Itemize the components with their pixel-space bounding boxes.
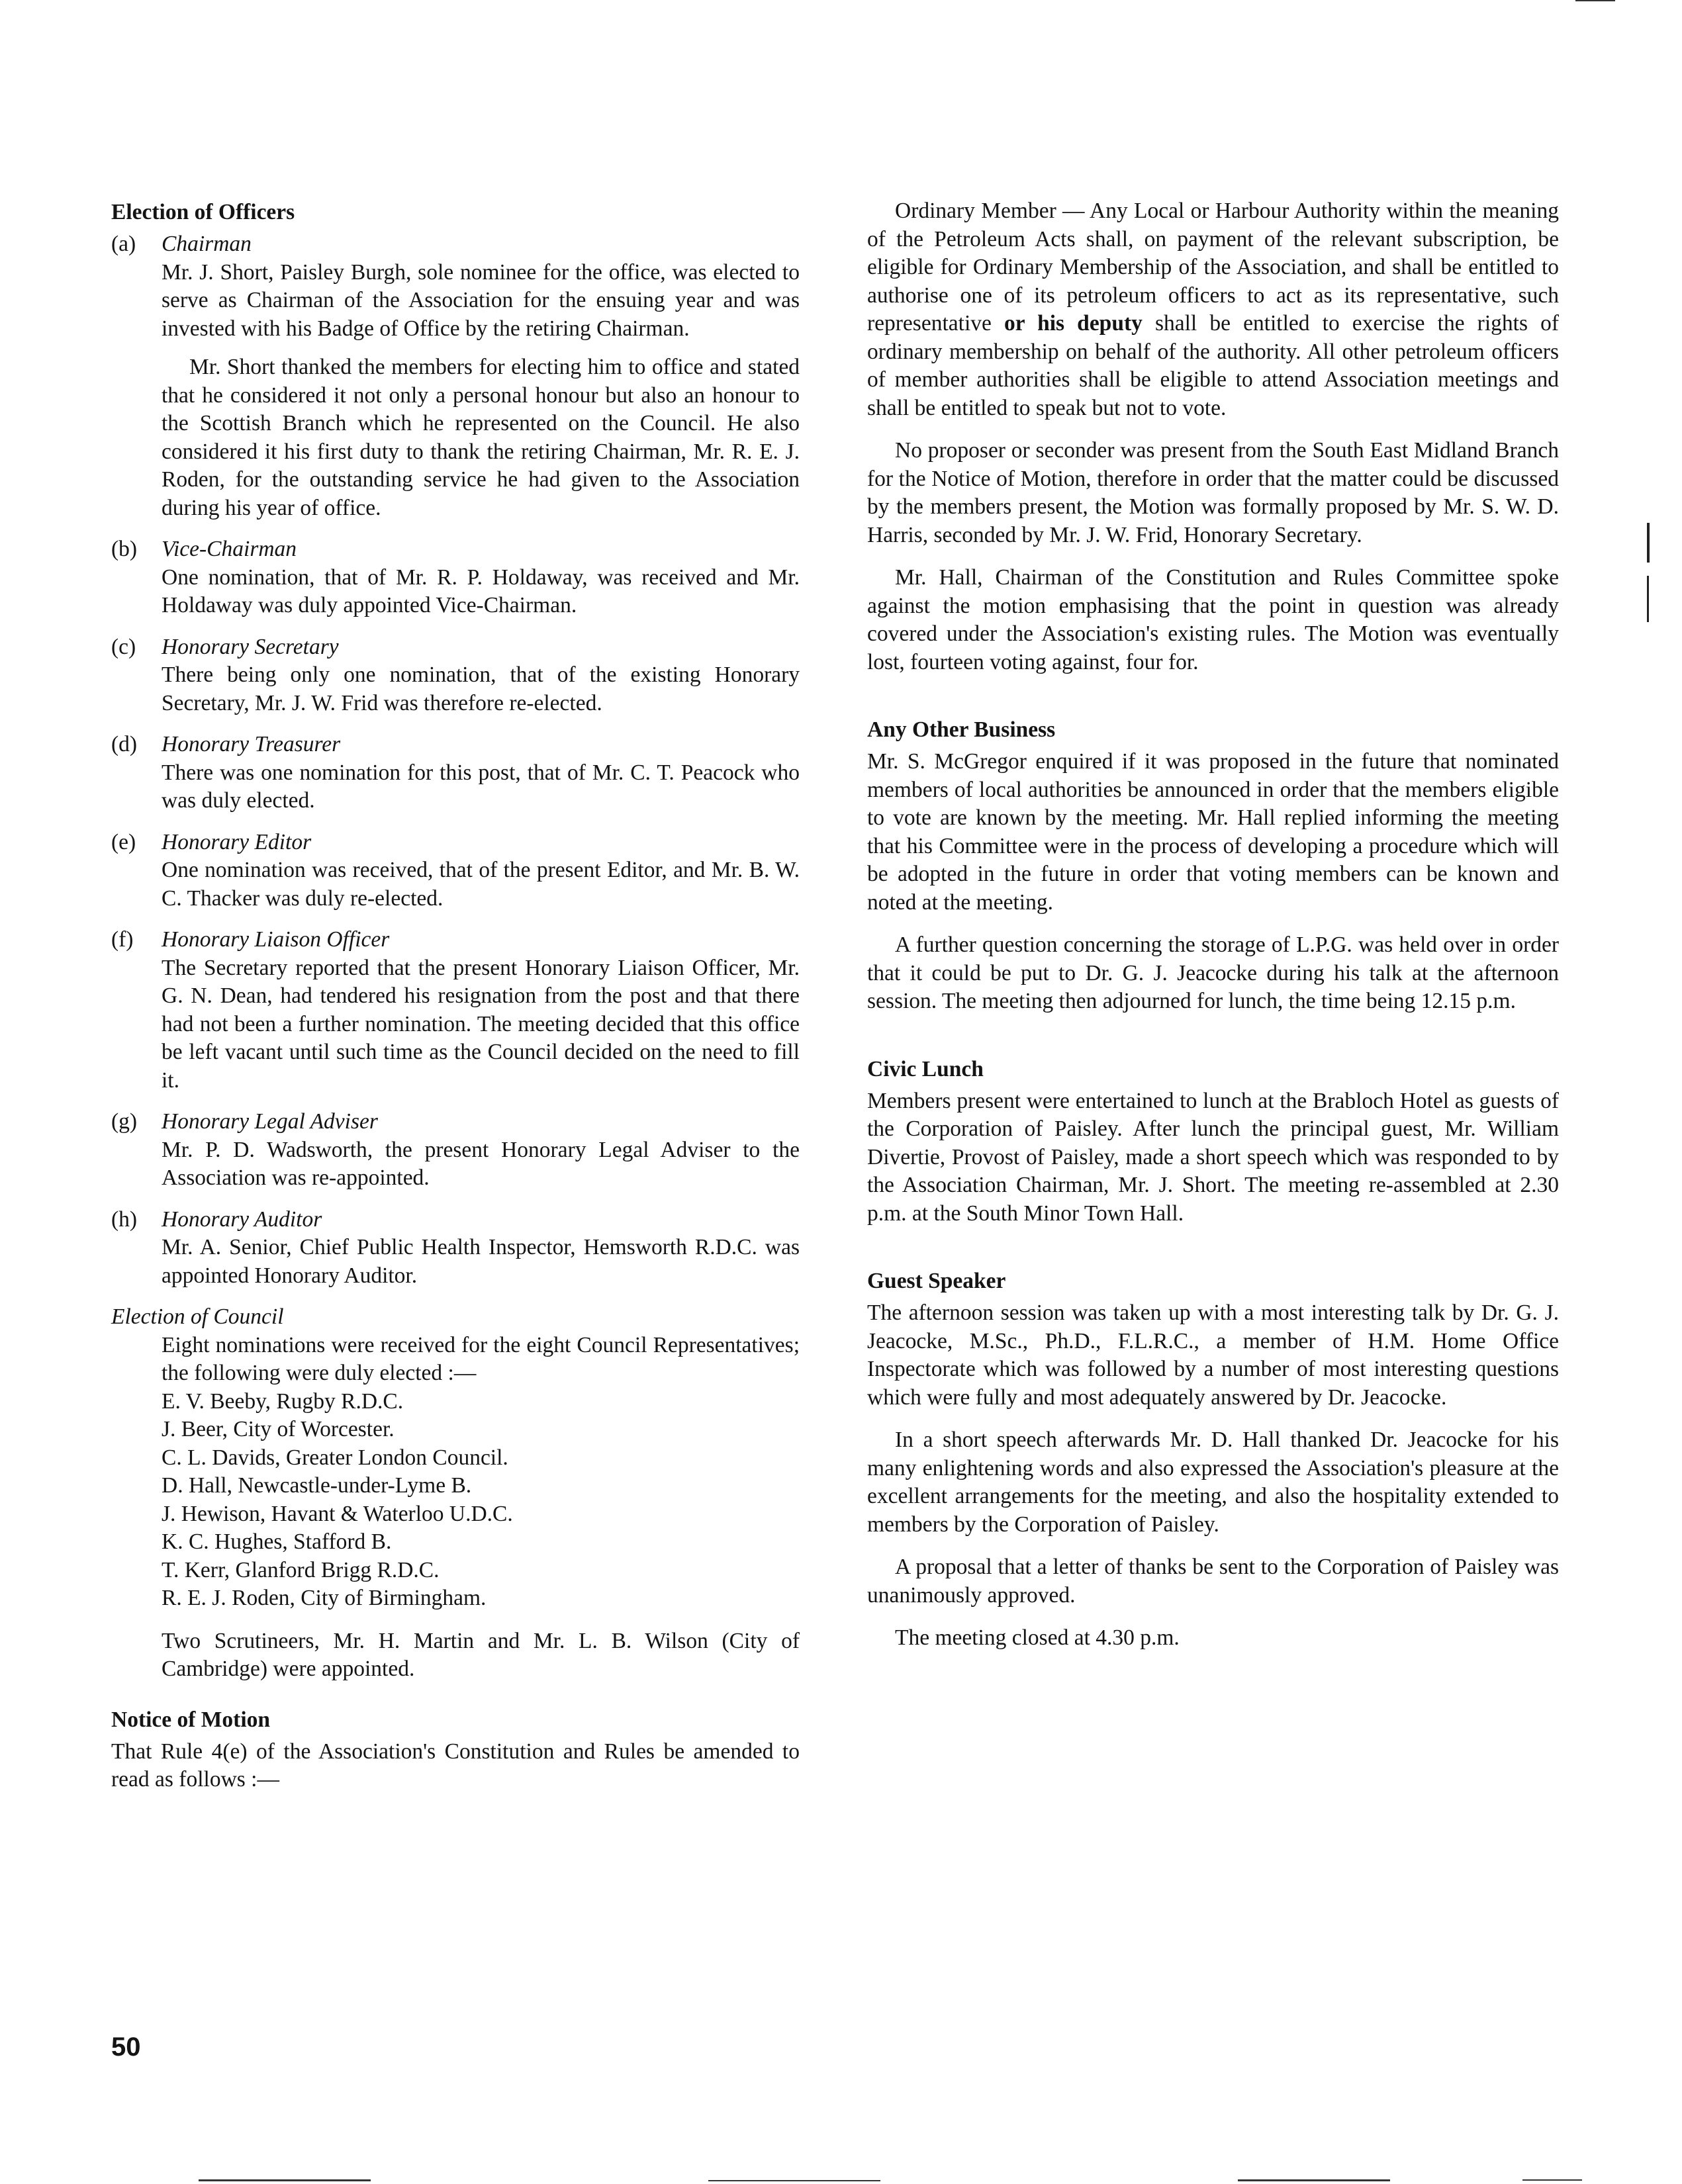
officer-item-auditor [111, 1206, 800, 1291]
item-paragraph: Mr. A. Senior, Chief Public Health Inspector, Hemsworth R.D.C. was appointed Honorary Auditor. [162, 1235, 800, 1288]
item-letter: (c) [111, 634, 136, 659]
item-letter: (e) [111, 829, 136, 854]
notice-of-motion-heading: Notice of Motion [111, 1707, 271, 1732]
item-paragraph: There being only one nomination, that of the existing Honorary Secretary, Mr. J. W. Frid was therefore re-elected. [162, 662, 800, 715]
list-item: D. Hall, Newcastle-under-Lyme B. [162, 1473, 472, 1498]
scan-mark-bottom [1522, 2179, 1582, 2181]
item-paragraph: Mr. J. Short, Paisley Burgh, sole nominee for the office, was elected to serve as Chairman of the Association for the ensuing year and was invested with his Badge of Office by the retiring Chairman. [162, 259, 800, 341]
scan-mark-bottom [1238, 2179, 1390, 2181]
scan-mark-right [1647, 523, 1650, 563]
right-column [867, 197, 1559, 1653]
notice-of-motion-text: That Rule 4(e) of the Association's Constitution and Rules be amended to read as follows :— [111, 1739, 800, 1792]
scan-mark-bottom [199, 2179, 371, 2181]
item-title: Chairman [162, 232, 252, 256]
officer-item-editor [111, 829, 800, 913]
item-title: Honorary Treasurer [162, 732, 341, 756]
item-letter: (f) [111, 927, 134, 952]
guest-paragraph: A proposal that a letter of thanks be sent to the Corporation of Paisley was unanimously approved. [867, 1555, 1559, 1608]
council-members-list [162, 1388, 800, 1613]
election-of-officers-heading: Election of Officers [111, 200, 295, 224]
item-title: Honorary Legal Adviser [162, 1109, 378, 1134]
item-letter: (h) [111, 1206, 138, 1232]
aob-paragraph: Mr. S. McGregor enquired if it was proposed in the future that nominated members of local authorities be announced in order that the members eligible to vote are known by the meeting. Mr. Hall replied informing the meeting that his Committee were in the process of developing a procedure which will be adopted in the future in order that voting members can be known and noted at the meeting. [867, 749, 1559, 915]
civic-lunch-text: Members present were entertained to lunch at the Brabloch Hotel as guests of the Corporation of Paisley. After lunch the principal guest, Mr. William Divertie, Provost of Paisley, made a short speech which was responded to by the Association Chairman, Mr. J. Short. The meeting re-assembled at 2.30 p.m. at the South Minor Town Hall. [867, 1088, 1559, 1226]
officer-item-chairman [111, 230, 800, 522]
item-title: Honorary Secretary [162, 634, 339, 659]
officer-item-secretary [111, 633, 800, 718]
guest-paragraph: The meeting closed at 4.30 p.m. [895, 1625, 1180, 1650]
item-paragraph: The Secretary reported that the present Honorary Liaison Officer, Mr. G. N. Dean, had tendered his resignation from the post and that there had not been a further nomination. The meeting decided that this office be left vacant until such time as the Council decided on the need to fill it. [162, 955, 800, 1093]
ordinary-member-text-b: shall be entitled to exercise the rights of ordinary membership on behalf of the authority. All other petroleum officers of member authorities shall be eligible to attend Association meetings and shall be entitled to speak but not to vote. [867, 311, 1559, 420]
list-item: R. E. J. Roden, City of Birmingham. [162, 1586, 487, 1610]
item-paragraph: One nomination was received, that of the present Editor, and Mr. B. W. C. Thacker was duly re-elected. [162, 858, 800, 911]
guest-paragraph: The afternoon session was taken up with a most interesting talk by Dr. G. J. Jeacocke, M.Sc., Ph.D., F.L.R.C., a member of H.M. Home Office Inspectorate which was followed by a number of most interesting questions which were fully and most adequately answered by Dr. Jeacocke. [867, 1300, 1559, 1410]
officer-item-treasurer [111, 731, 800, 815]
civic-lunch-heading: Civic Lunch [867, 1056, 984, 1081]
item-title: Vice-Chairman [162, 537, 297, 561]
list-item: J. Beer, City of Worcester. [162, 1417, 395, 1441]
guest-paragraph: In a short speech afterwards Mr. D. Hall thanked Dr. Jeacocke for his many enlightening words and also expressed the Association's pleasure at the excellent arrangements for the meeting, and also the hospitality extended to members by the Corporation of Paisley. [867, 1428, 1559, 1537]
list-item: T. Kerr, Glanford Brigg R.D.C. [162, 1557, 440, 1582]
ordinary-member-text-a: Ordinary Member — Any Local or Harbour Authority within the meaning of the Petroleum Acts shall, on payment of the relevant subscription, be eligible for Ordinary Membership of the Association, and shall be entitled to authorise one of its petroleum officers to act as its representative, such representative [867, 199, 1559, 336]
list-item: K. C. Hughes, Stafford B. [162, 1529, 392, 1554]
scan-mark-top [1575, 0, 1615, 1]
item-title: Honorary Auditor [162, 1206, 322, 1232]
motion-paragraph: No proposer or seconder was present from the South East Midland Branch for the Notice of Motion, therefore in order that the matter could be discussed by the members present, the Motion was formally proposed by Mr. S. W. D. Harris, seconded by Mr. J. W. Frid, Honorary Secretary. [867, 438, 1559, 547]
council-title: Election of Council [111, 1304, 284, 1329]
ordinary-member-bold: or his deputy [1004, 311, 1143, 336]
scan-mark-right [1647, 576, 1649, 622]
council-intro: Eight nominations were received for the eight Council Representatives; the following were duly elected :— [162, 1332, 800, 1385]
guest-speaker-heading: Guest Speaker [867, 1269, 1006, 1293]
item-letter: (b) [111, 537, 138, 561]
item-letter: (a) [111, 232, 136, 256]
any-other-business-heading: Any Other Business [867, 717, 1056, 742]
list-item: J. Hewison, Havant & Waterloo U.D.C. [162, 1501, 513, 1526]
item-letter: (d) [111, 732, 138, 756]
officer-item-liaison [111, 926, 800, 1095]
left-column [111, 199, 800, 1794]
aob-paragraph: A further question concerning the storage of L.P.G. was held over in order that it could be put to Dr. G. J. Jeacocke during his talk at the afternoon session. The meeting then adjourned for lunch, the time being 12.15 p.m. [867, 933, 1559, 1013]
page-number: 50 [111, 2032, 141, 2062]
list-item: E. V. Beeby, Rugby R.D.C. [162, 1388, 404, 1414]
item-paragraph: Mr. Short thanked the members for electing him to office and stated that he considered it not only a personal honour but also an honour to the Scottish Branch which he represented on the Council. He also considered it his first duty to thank the retiring Chairman, Mr. R. E. J. Roden, for the outstanding service he had given to the Association during his year of office. [162, 355, 800, 520]
item-letter: (g) [111, 1109, 138, 1134]
item-paragraph: Mr. P. D. Wadsworth, the present Honorary Legal Adviser to the Association was re-appointed. [162, 1137, 800, 1190]
election-of-council [111, 1303, 800, 1684]
item-title: Honorary Liaison Officer [162, 927, 390, 952]
scrutineers-text: Two Scrutineers, Mr. H. Martin and Mr. L. B. Wilson (City of Cambridge) were appointed. [162, 1628, 800, 1681]
motion-paragraph: Mr. Hall, Chairman of the Constitution and Rules Committee spoke against the motion emphasising that the point in question was already covered under the Association's existing rules. The Motion was eventually lost, fourteen voting against, four for. [867, 565, 1559, 674]
officer-item-legal-adviser [111, 1108, 800, 1193]
ordinary-member-paragraph [867, 197, 1559, 422]
item-paragraph: There was one nomination for this post, that of Mr. C. T. Peacock who was duly elected. [162, 760, 800, 813]
scan-mark-bottom [708, 2180, 880, 2181]
item-paragraph: One nomination, that of Mr. R. P. Holdaway, was received and Mr. Holdaway was duly appointed Vice-Chairman. [162, 565, 800, 617]
officer-item-vice-chairman [111, 535, 800, 620]
list-item: C. L. Davids, Greater London Council. [162, 1445, 508, 1470]
item-title: Honorary Editor [162, 829, 312, 854]
